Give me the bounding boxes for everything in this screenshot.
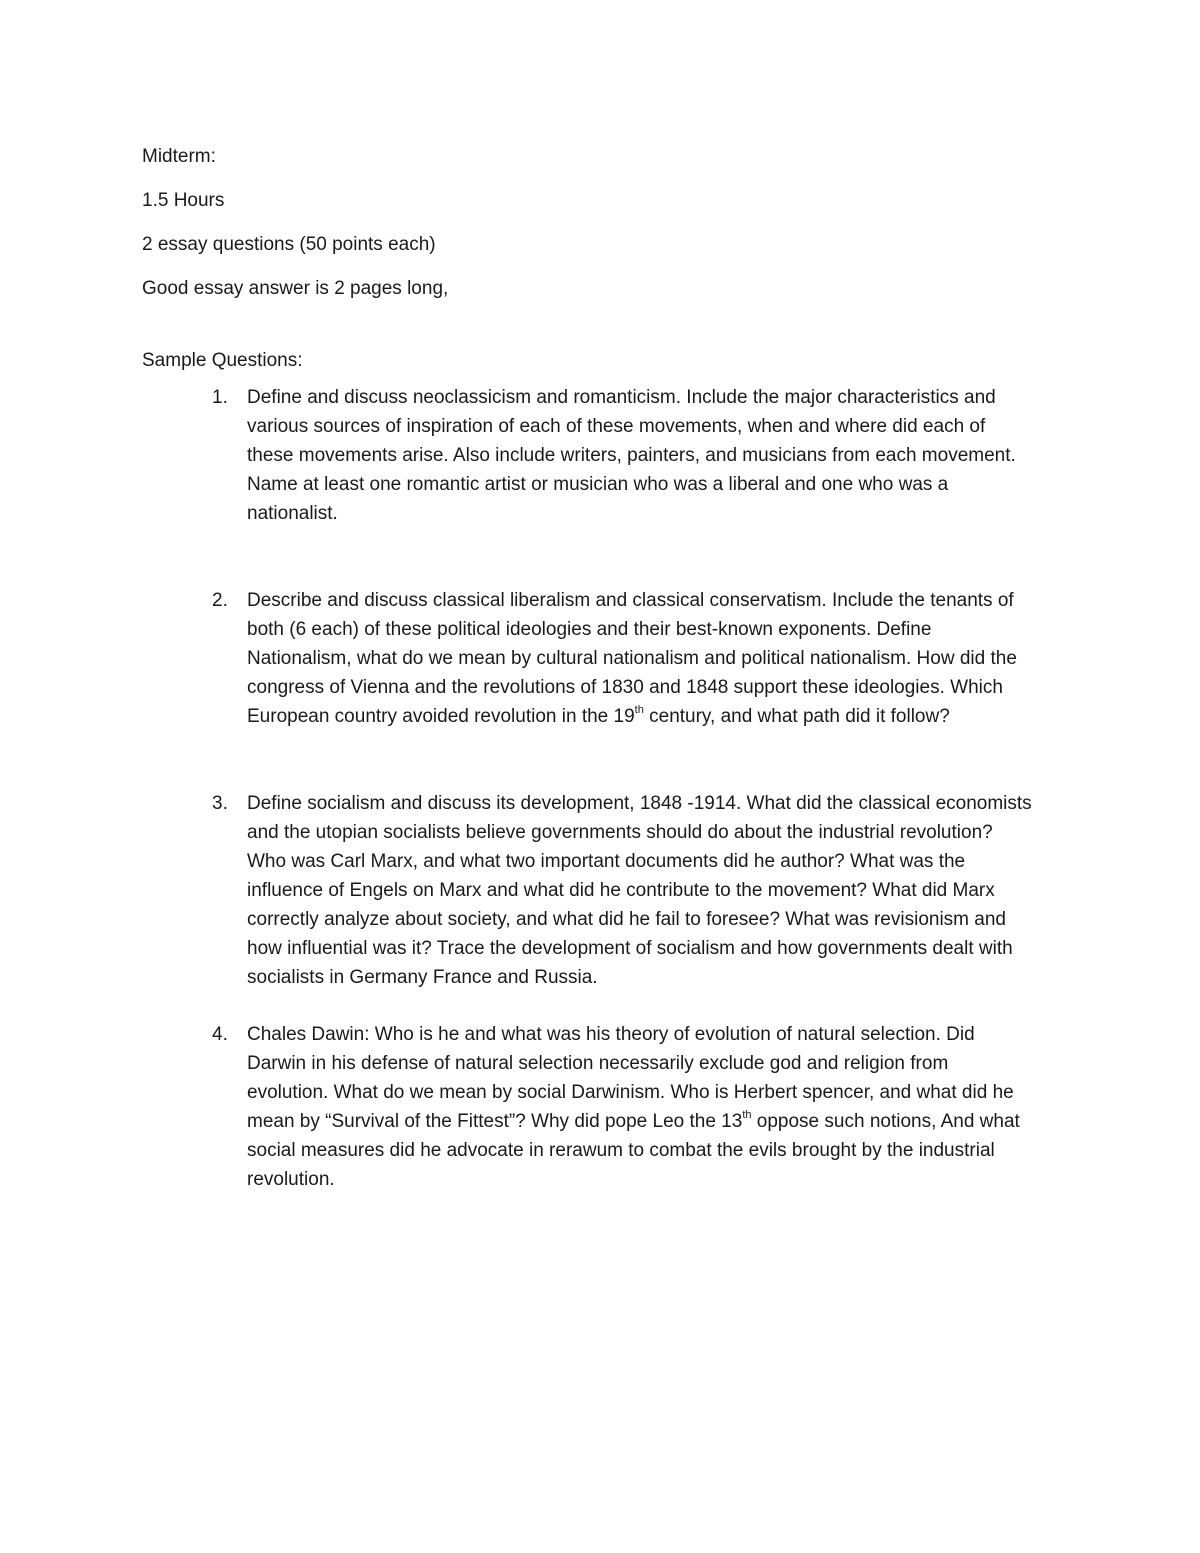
question-1 [142, 383, 1062, 528]
question-line: Describe and discuss classical liberalism and classical conservatism. Include the tenants of [247, 590, 1014, 611]
question-3 [142, 789, 1062, 992]
question-line: Darwin in his defense of natural selection necessarily exclude god and religion from [247, 1053, 949, 1074]
question-line: various sources of inspiration of each of these movements, when and where did each of [247, 416, 986, 437]
line-text: European country avoided revolution in the 19 [247, 706, 635, 727]
question-line [247, 1107, 1062, 1136]
header-midterm: Midterm: [142, 146, 216, 167]
question-line: how influential was it? Trace the development of socialism and how governments dealt with [247, 938, 1013, 959]
ordinal-suffix: th [742, 1108, 752, 1121]
question-line: and the utopian socialists believe governments should do about the industrial revolution? [247, 822, 993, 843]
question-2 [142, 586, 1062, 731]
question-line: these movements arise. Also include writers, painters, and musicians from each movement. [247, 445, 1016, 466]
question-number: 1. [212, 387, 228, 408]
line-text: oppose such notions, And what [751, 1111, 1020, 1132]
header-question-count: 2 essay questions (50 points each) [142, 234, 436, 255]
question-line: nationalist. [247, 503, 338, 524]
question-4 [142, 1020, 1062, 1194]
line-text: mean by “Survival of the Fittest”? Why did pope Leo the 13 [247, 1111, 743, 1132]
question-line: socialists in Germany France and Russia. [247, 967, 598, 988]
question-line: Define socialism and discuss its development, 1848 -1914. What did the classical economists [247, 793, 1032, 814]
header-duration: 1.5 Hours [142, 190, 225, 211]
document-body [142, 142, 1062, 1194]
question-line: Define and discuss neoclassicism and romanticism. Include the major characteristics and [247, 387, 996, 408]
question-number: 3. [212, 793, 228, 814]
question-line: Who was Carl Marx, and what two important documents did he author? What was the [247, 851, 966, 872]
question-line: influence of Engels on Marx and what did he contribute to the movement? What did Marx [247, 880, 995, 901]
sample-questions-heading: Sample Questions: [142, 350, 303, 371]
question-line: Chales Dawin: Who is he and what was his theory of evolution of natural selection. Did [247, 1024, 975, 1045]
question-number: 2. [212, 590, 228, 611]
question-line [247, 702, 1062, 731]
question-line: revolution. [247, 1169, 335, 1190]
sample-questions-list [142, 383, 1062, 1194]
question-line: evolution. What do we mean by social Darwinism. Who is Herbert spencer, and what did he [247, 1082, 1014, 1103]
line-text: century, and what path did it follow? [643, 706, 950, 727]
question-number: 4. [212, 1024, 228, 1045]
question-line: social measures did he advocate in rerawum to combat the evils brought by the industrial [247, 1140, 995, 1161]
question-line: both (6 each) of these political ideologies and their best-known exponents. Define [247, 619, 932, 640]
question-line: correctly analyze about society, and what did he fail to foresee? What was revisionism and [247, 909, 1006, 930]
question-line: Nationalism, what do we mean by cultural nationalism and political nationalism. How did the [247, 648, 1017, 669]
header-essay-length: Good essay answer is 2 pages long, [142, 278, 449, 299]
ordinal-suffix: th [634, 703, 644, 716]
question-line: Name at least one romantic artist or musician who was a liberal and one who was a [247, 474, 949, 495]
question-line: congress of Vienna and the revolutions of 1830 and 1848 support these ideologies. Which [247, 677, 1003, 698]
